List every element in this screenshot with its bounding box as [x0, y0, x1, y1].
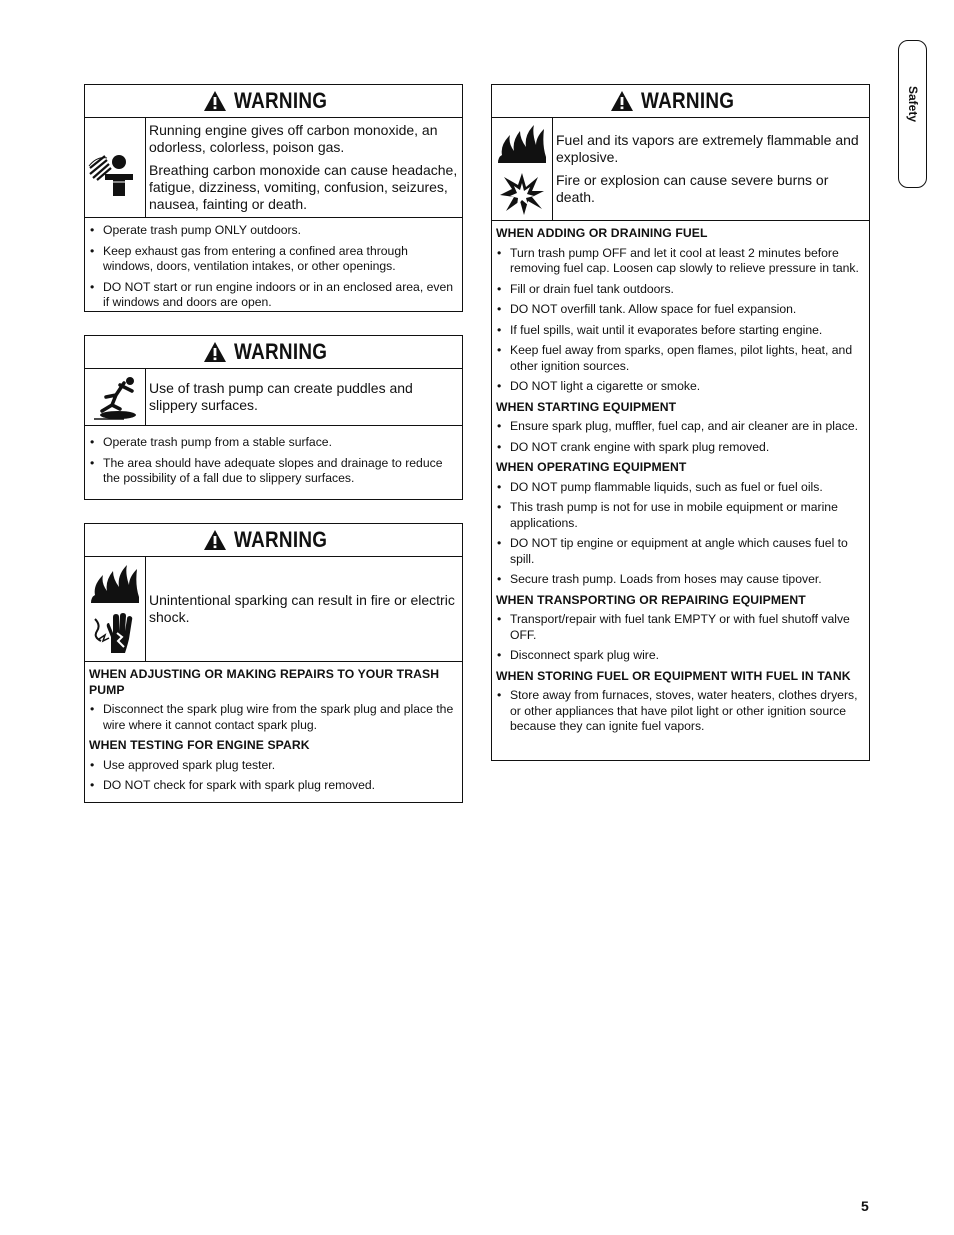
section-tab-label: Safety: [905, 85, 920, 123]
warning-box-sparking: [84, 523, 463, 803]
section-heading: WHEN ADJUSTING OR MAKING REPAIRS TO YOUR TRASH PUMP: [89, 667, 440, 697]
toxic-fumes-icon: [87, 138, 143, 198]
list-item: • DO NOT crank engine with spark plug removed.: [496, 440, 865, 456]
electric-shock-icon: [91, 611, 139, 655]
hazard-icons: [492, 118, 553, 220]
list-item: • Operate trash pump ONLY outdoors.: [89, 223, 458, 239]
warning-header: [85, 85, 462, 118]
warning-header: [85, 336, 462, 369]
section-tab: [898, 40, 927, 188]
list-item: • DO NOT check for spark with spark plug removed.: [89, 778, 458, 794]
list-item: • DO NOT light a cigarette or smoke.: [496, 379, 865, 395]
list-item: • Disconnect spark plug wire.: [496, 648, 865, 664]
hazard-message: Fuel and its vapors are extremely flammable and explosive.: [556, 132, 859, 165]
warning-triangle-icon: [204, 91, 226, 111]
hazard-row: [85, 369, 462, 426]
list-item: • DO NOT tip engine or equipment at angle which causes fuel to spill.: [496, 536, 865, 567]
warning-triangle-icon: [611, 91, 633, 111]
list-item: • DO NOT pump flammable liquids, such as fuel or fuel oils.: [496, 480, 865, 496]
hazard-row: [492, 118, 869, 221]
list-item: • Operate trash pump from a stable surface.: [89, 435, 458, 451]
warning-title: WARNING: [234, 527, 328, 552]
list-item: • Use approved spark plug tester.: [89, 758, 458, 774]
hazard-icons: [85, 118, 146, 217]
warning-triangle-icon: [204, 342, 226, 362]
warning-triangle-icon: [204, 530, 226, 550]
hazard-row: [85, 557, 462, 662]
hazard-message: Breathing carbon monoxide can cause headache, fatigue, dizziness, vomiting, confusion, seizures, nausea, fainting or death.: [149, 162, 458, 212]
hazard-message: Unintentional sparking can result in fire or electric shock.: [149, 592, 455, 625]
fire-icon: [89, 563, 141, 605]
list-item: • If fuel spills, wait until it evaporates before starting engine.: [496, 323, 865, 339]
hazard-icons: [85, 557, 146, 661]
list-item: • Keep fuel away from sparks, open flames, pilot lights, heat, and other ignition sources.: [496, 343, 865, 374]
hazard-row: [85, 118, 462, 218]
list-item: • The area should have adequate slopes and drainage to reduce the possibility of a fall due to slippery surfaces.: [89, 456, 458, 487]
hazard-icons: [85, 369, 146, 425]
list-item: • Keep exhaust gas from entering a confined area through windows, doors, ventilation intakes, or other openings.: [89, 244, 458, 275]
list-item: • DO NOT overfill tank. Allow space for fuel expansion.: [496, 302, 865, 318]
section-heading: WHEN STORING FUEL OR EQUIPMENT WITH FUEL IN TANK: [496, 668, 851, 683]
hazard-message: Use of trash pump can create puddles and slippery surfaces.: [149, 380, 413, 413]
list-item: • Fill or drain fuel tank outdoors.: [496, 282, 865, 298]
slip-hazard-icon: [90, 373, 140, 421]
list-item: • Transport/repair with fuel tank EMPTY or with fuel shutoff valve OFF.: [496, 612, 865, 643]
list-item: • Disconnect the spark plug wire from the spark plug and place the wire where it cannot contact spark plug.: [89, 702, 458, 733]
fire-icon: [496, 123, 548, 165]
list-item: • Secure trash pump. Loads from hoses may cause tipover.: [496, 572, 865, 588]
list-item: • DO NOT start or run engine indoors or in an enclosed area, even if windows and doors are open.: [89, 280, 458, 311]
warning-box-slippery: [84, 335, 463, 500]
hazard-message: Running engine gives off carbon monoxide, an odorless, colorless, poison gas.: [149, 122, 438, 155]
warning-box-fuel: [491, 84, 870, 761]
section-heading: WHEN STARTING EQUIPMENT: [496, 399, 677, 414]
list-item: • Turn trash pump OFF and let it cool at least 2 minutes before removing fuel cap. Loosen cap slowly to relieve pressure in tank.: [496, 246, 865, 277]
warning-title: WARNING: [234, 339, 328, 364]
page-number: 5: [861, 1198, 869, 1214]
section-heading: WHEN ADDING OR DRAINING FUEL: [496, 226, 708, 240]
warning-title: WARNING: [234, 88, 328, 113]
warning-header: [492, 85, 869, 118]
section-heading: WHEN TRANSPORTING OR REPAIRING EQUIPMENT: [496, 592, 806, 607]
warning-box-carbon-monoxide: [84, 84, 463, 312]
hazard-message: Fire or explosion can cause severe burns or death.: [556, 172, 829, 205]
explosion-icon: [498, 171, 546, 215]
section-heading: WHEN OPERATING EQUIPMENT: [496, 460, 687, 474]
list-item: • This trash pump is not for use in mobile equipment or marine applications.: [496, 500, 865, 531]
warning-header: [85, 524, 462, 557]
list-item: • Store away from furnaces, stoves, water heaters, clothes dryers, or other appliances that have pilot light or other ignition source because they can ignite fuel vapors.: [496, 688, 865, 735]
section-heading: WHEN TESTING FOR ENGINE SPARK: [89, 738, 310, 752]
list-item: • Ensure spark plug, muffler, fuel cap, and air cleaner are in place.: [496, 419, 865, 435]
warning-title: WARNING: [641, 88, 735, 113]
